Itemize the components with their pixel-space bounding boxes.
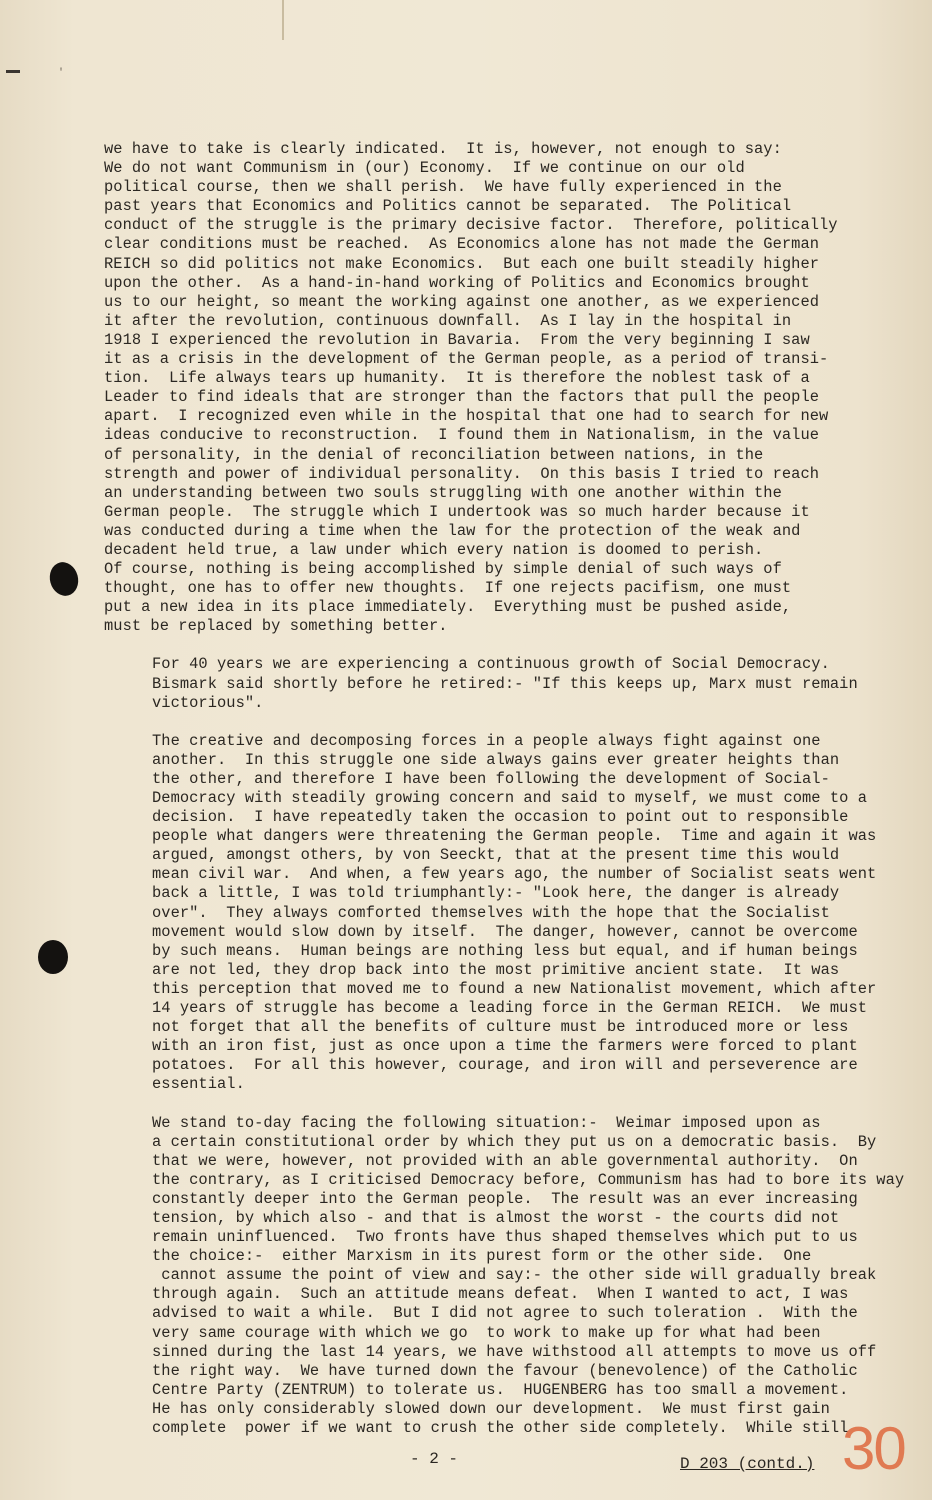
text-line: was conducted during a time when the law for the protection of the weak and — [104, 521, 801, 540]
text-line: us to our height, so meant the working against one another, as we experienced — [104, 292, 820, 311]
text-line: 1918 I experienced the revolution in Bavaria. From the very beginning I saw — [104, 330, 810, 349]
text-line: The creative and decomposing forces in a people always fight against one — [152, 731, 821, 750]
text-line: Democracy with steadily growing concern and said to myself, we must come to a — [152, 789, 868, 807]
text-line: German people. The struggle which I undertook was so much harder because it — [104, 502, 810, 521]
text-line: of personality, in the denial of reconciliation between nations, in the — [104, 445, 764, 464]
text-line: apart. I recognized even while in the hospital that one had to search for new — [104, 407, 829, 426]
body-text — [104, 140, 905, 1438]
text-line: by such means. Human beings are nothing less but equal, and if human beings — [152, 941, 858, 960]
text-line: ideas conducive to reconstruction. I found them in Nationalism, in the value — [104, 426, 820, 445]
text-line: that we were, however, not provided with an able governmental authority. On — [152, 1151, 858, 1170]
text-line: remain uninfluenced. Two fronts have thus shaped themselves which put to us — [152, 1228, 858, 1247]
text-line: a certain constitutional order by which they put us on a democratic basis. By — [152, 1132, 877, 1151]
text-line: He has only considerably slowed down our development. We must first gain — [152, 1399, 830, 1418]
text-line: with an iron fist, just as once upon a time the farmers were forced to plant — [152, 1037, 858, 1056]
text-line: mean civil war. And when, a few years ago, the number of Socialist seats went — [152, 865, 877, 884]
text-line: very same courage with which we go to work to make up for what had been — [152, 1323, 821, 1342]
text-line: upon the other. As a hand-in-hand working of Politics and Economics brought — [104, 273, 810, 292]
text-line: over". They always comforted themselves with the hope that the Socialist — [152, 903, 830, 922]
text-line: Centre Party (ZENTRUM) to tolerate us. HUGENBERG has too small a movement. — [152, 1380, 849, 1399]
text-line: strength and power of individual personality. On this basis I tried to reach — [104, 464, 820, 483]
text-line: sinned during the last 14 years, we have withstood all attempts to move us off — [152, 1342, 877, 1361]
text-line: must be replaced by something better. — [104, 617, 448, 636]
text-line: through again. Such an attitude means defeat. When I wanted to act, I was — [152, 1285, 849, 1304]
text-line: the choice:- either Marxism in its purest form or the other side. One — [152, 1247, 812, 1266]
text-line: 14 years of struggle has become a leading force in the German REICH. We must — [152, 999, 868, 1018]
text-line: back a little, I was told triumphantly:- "Look here, the danger is already — [152, 884, 840, 903]
punch-hole — [38, 940, 68, 974]
text-line: another. In this struggle one side always gains ever greater heights than — [152, 750, 840, 769]
text-line: argued, amongst others, by von Seeckt, that at the present time this would — [152, 846, 840, 865]
paragraph-1 — [104, 140, 864, 636]
paragraph-3 — [104, 731, 877, 1095]
text-line: tion. Life always tears up humanity. It is therefore the noblest task of a — [104, 369, 810, 388]
paragraph-4 — [104, 1113, 905, 1439]
text-line: past years that Economics and Politics cannot be separated. The Political — [104, 197, 792, 216]
text-line: put a new idea in its place immediately. Everything must be pushed aside, — [104, 598, 792, 617]
text-line: cannot assume the point of view and say:- the other side will gradually break — [152, 1266, 877, 1285]
text-line: this perception that moved me to found a new Nationalist movement, which after — [152, 979, 877, 998]
text-line: it after the revolution, continuous downfall. As I lay in the hospital in — [104, 311, 792, 330]
text-line: Of course, nothing is being accomplished by simple denial of such ways of — [104, 560, 782, 579]
text-line: For 40 years we are experiencing a continuous growth of Social Democracy. — [152, 655, 830, 674]
fold-line — [282, 0, 284, 40]
text-line: we have to take is clearly indicated. It is, however, not enough to say: — [104, 140, 782, 158]
text-line: conduct of the struggle is the primary decisive factor. Therefore, politically — [104, 216, 838, 235]
pencil-tick-mark: ' — [58, 68, 65, 79]
text-line: thought, one has to offer new thoughts. If one rejects pacifism, one must — [104, 579, 792, 598]
text-line: tension, by which also - and that is almost the worst - the courts did not — [152, 1208, 840, 1227]
text-line: Bismark said shortly before he retired:- "If this keeps up, Marx must remain — [152, 674, 858, 693]
text-line: not forget that all the benefits of culture must be introduced more or less — [152, 1018, 849, 1037]
page-number: - 2 - — [410, 1450, 459, 1468]
text-line: decision. I have repeatedly taken the occasion to point out to responsible — [152, 808, 849, 827]
text-line: the other, and therefore I have been following the development of Social- — [152, 769, 830, 788]
text-line: movement would slow down by itself. The danger, however, cannot be overcome — [152, 922, 858, 941]
text-line: complete power if we want to crush the other side completely. While still — [152, 1419, 849, 1437]
text-line: clear conditions must be reached. As Economics alone has not made the German — [104, 235, 820, 254]
text-line: advised to wait a while. But I did not agree to such toleration . With the — [152, 1304, 858, 1323]
corner-mark — [6, 70, 20, 73]
text-line: the right way. We have turned down the favour (benevolence) of the Catholic — [152, 1361, 858, 1380]
text-line: victorious". — [152, 693, 264, 712]
text-line: decadent held true, a law under which every nation is doomed to perish. — [104, 540, 764, 559]
text-line: people what dangers were threatening the German people. Time and again it was — [152, 827, 877, 846]
text-line: it as a crisis in the development of the German people, as a period of transi- — [104, 350, 829, 369]
paragraph-2 — [104, 655, 864, 712]
text-line: We do not want Communism in (our) Economy. If we continue on our old — [104, 159, 745, 178]
text-line: an understanding between two souls struggling with one another within the — [104, 483, 782, 502]
punch-hole — [46, 559, 82, 599]
folio-stamp: 30 — [842, 1415, 905, 1482]
text-line: potatoes. For all this however, courage, and iron will and perseverence are — [152, 1056, 858, 1075]
document-reference: D 203 (contd.) — [680, 1455, 815, 1473]
text-line: Leader to find ideals that are stronger than the factors that pull the people — [104, 388, 820, 407]
text-line: political course, then we shall perish. We have fully experienced in the — [104, 178, 782, 197]
text-line: are not led, they drop back into the most primitive ancient state. It was — [152, 960, 840, 979]
text-line: We stand to-day facing the following situation:- Weimar imposed upon as — [152, 1113, 821, 1132]
text-line: the contrary, as I criticised Democracy before, Communism has had to bore its way — [152, 1170, 905, 1189]
text-line: essential. — [152, 1075, 245, 1094]
text-line: REICH so did politics not make Economics. But each one built steadily higher — [104, 254, 820, 273]
text-line: constantly deeper into the German people. The result was an ever increasing — [152, 1189, 858, 1208]
